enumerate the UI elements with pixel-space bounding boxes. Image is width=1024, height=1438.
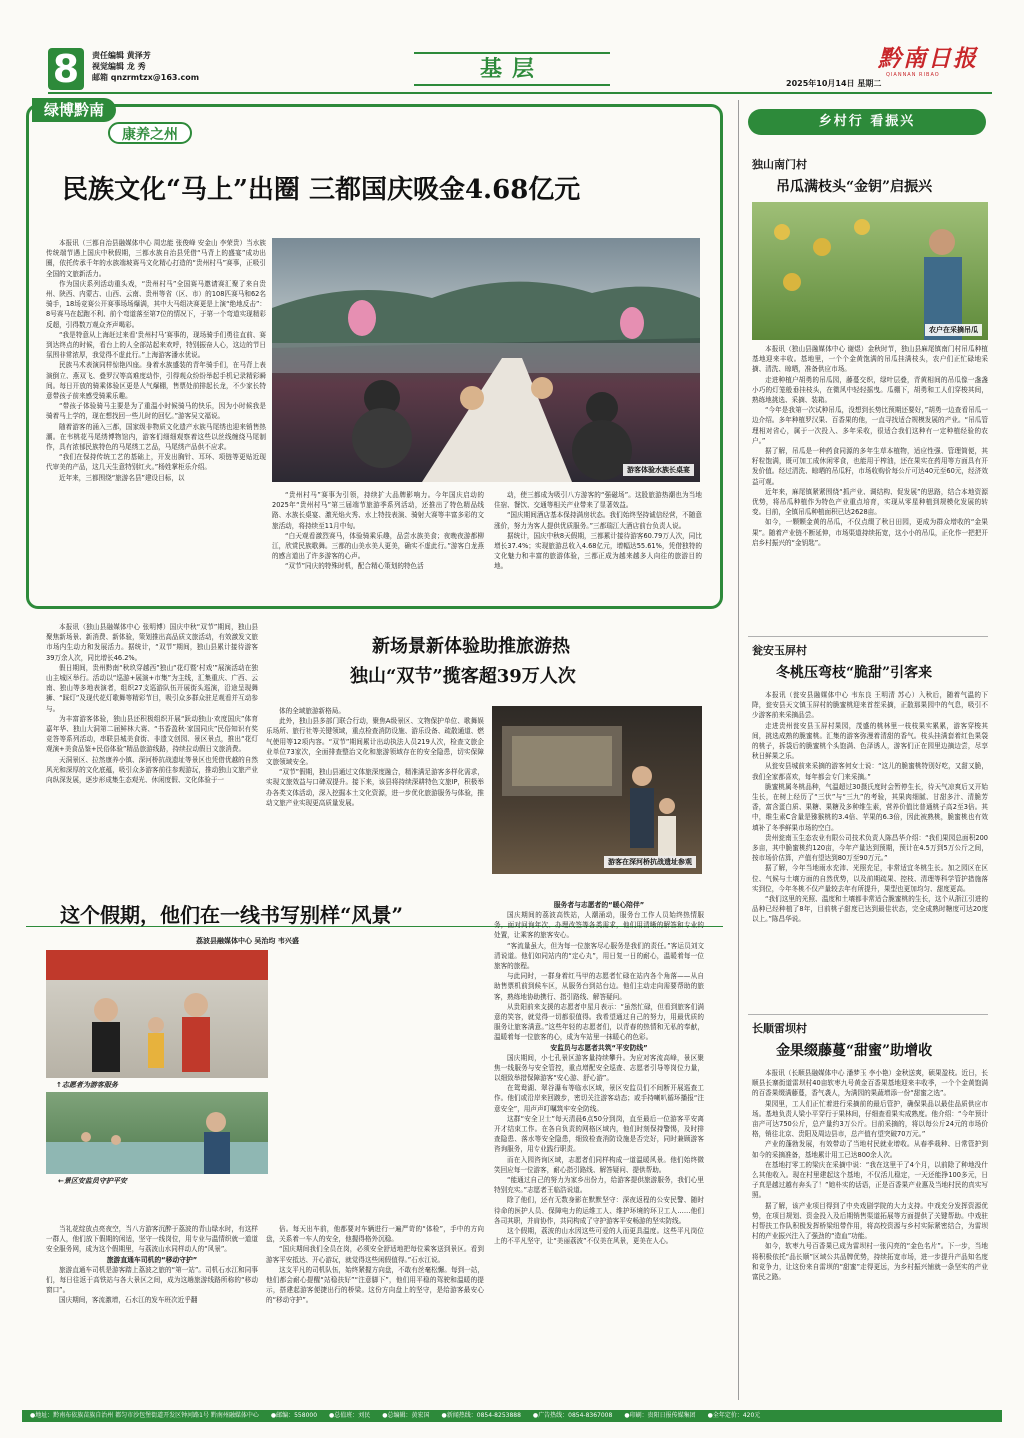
footer-chief-editor: ●总编辑：黄宏国 xyxy=(382,1412,430,1419)
paragraph: 假日期间，贵州黔南“秋玖穿越西”独山“花灯暨‘村戏’”展演活动在独山主城区举行。活动以“巡游+展演+市集”为主线，汇集重庆、广西、云南、独山等多地表演者，组织27支巡游队伍开展街头巡演，沿途呈现舞狮、“踩灯”及现代花灯歌舞等精彩节目，吸引众多群众驻足观看并互动参与。 xyxy=(46,663,258,713)
paragraph: 从瓮安县城前来采摘的游客何女士说：“这儿的脆蜜桃特别好吃，又甜又脆，我们全家都喜欢，每年都会专门来采摘。” xyxy=(752,762,988,781)
footer-bar xyxy=(22,1410,1002,1422)
paragraph: “客流量虽大，但为每一位旅客尽心服务是我们的责任。”客运员刘文清说道。他们如同站内的“定心丸”，用日复一日的耐心，温暖着每一位旅客的旅程。 xyxy=(494,941,704,971)
article2-col2 xyxy=(266,706,484,916)
article1-col1 xyxy=(46,238,266,602)
paragraph: 据了解，今年当地雨水充沛、光照充足，非常适宜冬桃生长。加之园区在区位、气候与土壤方面的自然优势，以及前期疏果、控枝、清理等科学管护措施落实到位，今年冬桃不仅产量较去年有所提升，果型也更加均匀、甜度更高。 xyxy=(752,864,988,893)
paragraph: 据了解，该产业项目得到了中央戏剧学院的大力支持。中戏充分发挥资源优势，在项目规划、资金投入及后期销售渠道拓展等方面提供了关键帮助。中戏驻村帮扶工作队积极发挥桥梁纽带作用，将高校资源与乡村实际紧密结合，为雷坝村的产业振兴注入了强劲的“造血”功能。 xyxy=(752,1201,988,1241)
paragraph: 民族马术表演同样惊艳四座。身着水族盛装的青年骑手们，在马背上表演倒立、燕双飞、叠罗汉等高难度动作，引得观众纷纷举起手机记录精彩瞬间。每日开放的骑乘体验区更是人气爆棚，售票处前排起长龙，不少家长特意带孩子前来感受骑乘乐趣。 xyxy=(46,361,266,401)
paragraph: 为丰富游客体验，独山县还积极组织开展“跃动独山·欢度国庆”体育嘉年华、独山大洞第二届鲜林大赛、“书香盈秋·家国同庆”民俗知识有奖竞答等系列活动，串联县城美食街、非遗文创园、景区景点，推出“花灯观演+美食品鉴+民俗体验”精品旅游线路，持续拉动假日文旅消费。 xyxy=(46,714,258,754)
subheading: 旅游直通车司机的“移动守护” xyxy=(106,1255,198,1264)
paragraph: “能通过自己的努力为家乡出份力，给游客提供旅游服务，我们心里特别充实。”志愿者王临浩说道。 xyxy=(494,1176,704,1195)
newspaper-logo: 黔南日报 xyxy=(878,45,978,72)
paragraph: “国庆期间我们全员在岗，必须安全舒适地把每位乘客送到景区。看到游客平安抵达、开心游玩，就觉得这些闲假值得。”石水江说。 xyxy=(266,1245,484,1264)
paragraph: 据统计，国庆中秋8天假期，三都累计接待游客60.79万人次，同比增长37.4%；实现旅游总收入4.68亿元，增幅达55.61%，凭借独特的文化魅力和丰富的旅游体验，三都正成为越来越多人向往的旅游目的地。 xyxy=(494,531,702,571)
article2-headline-2: 独山“双节”揽客超39万人次 xyxy=(350,666,576,687)
photo-caption: 农户在采摘吊瓜 xyxy=(925,324,982,336)
paragraph: 作为国庆系列活动重头戏，“贵州村马”全国赛马邀请赛汇聚了来自贵州、陕西、内蒙古、山西、云南、贵州等省（区、市）的108匹赛马和62名骑手，18场竞赛公开赛事场场爆满，其中大马组决赛更是上演“绝地反击”：8号赛马在起跑不利、前个弯道落至第7位的情况下，于第一个弯道实现精彩反超，引得数万观众齐声喝彩。 xyxy=(46,279,266,329)
museum-illustration xyxy=(492,706,702,874)
paragraph: 近年来，麻尾镇紧紧围绕“抓产业、调结构、促发展”的思路，结合本地资源优势，将吊瓜种植作为特色产业重点培育，实现从零星种植到规模化发展的转变。目前，全镇吊瓜种植面积已达2628亩。 xyxy=(752,487,988,517)
footer-price: ●全年定价：420元 xyxy=(707,1412,761,1419)
photo1-caption: ↑志愿者为游客服务 xyxy=(56,1081,118,1089)
paragraph: 本报讯（瓮安县融媒体中心 韦东良 王明清 苏心）入秋后，随着气温的下降，瓮安县天文镇玉屏村的脆蜜桃迎来首茬采摘，正散那果园中的气息，吸引不少游客前来采摘品尝。 xyxy=(752,691,988,720)
article3-col-c xyxy=(494,900,704,1400)
paragraph: 贵州瓮南玉生态农业有限公司技术负责人陈昌华介绍：“我们果园总面积200多亩，其中脆蜜桃约120亩，今年产量达到预期，预计在4.5万到5万公斤之间，按市场价估算，产值有望达到80万至90万元。” xyxy=(752,833,988,863)
subheading: 安监员与志愿者共筑“平安防线” xyxy=(550,1043,648,1052)
paragraph: “贵州村马”赛事为引领，持续扩大品牌影响力。今年国庆启动的2025年“贵州村马”第三届端节旅游季系列活动，还推出了特色精品线路、水族长桌宴、激光焰火秀、水上特技表演、骑射大赛等丰富多彩的文旅活动，将持续至11月中旬。 xyxy=(272,491,484,530)
paragraph: 除了他们，还有无数身影在默默坚守：深夜返程的公安民警、随时待命的医护人员、保障电力的运维工人、维护环境的环卫工人……他们各司其职，并肩协作，共同构成了守护游客平安畅游的坚实防线。 xyxy=(494,1196,704,1225)
footer-address: ●地址：黔南布依族苗族自治州 都匀市沙包堡街道开发区钟河路1号 黔南州融媒体中心 xyxy=(30,1412,259,1419)
section-title: 基层 xyxy=(414,52,610,86)
paragraph: 从贵阳前来支援的志愿者申星月表示：“虽然忙碌，但看到旅客们满意的笑容，就觉得一切都很值得。我希望通过自己的努力，用最优质的服务让旅客满意。”这些年轻的志愿者们，以青春的热情和无私的奉献，温暖着每一位旅客的心，成为车站里一抹暖心的色彩。 xyxy=(494,1002,704,1042)
footer-news-hotline: ●新闻热线：0854-8253888 xyxy=(441,1412,521,1419)
paragraph: 据了解，吊瓜是一种药食同源的多年生草本植物，适应性强、管理简便，其籽粒饱满，既可加工成休闲零食，也能用于榨油，还在果实在药用等方面具有开发价值。经过清洗、晾晒的吊瓜籽，市场收购价每公斤可达40元至60元，经济效益可观。 xyxy=(752,447,988,486)
photo-museum-visit xyxy=(492,706,702,874)
column-subtag: 康养之州 xyxy=(108,122,192,144)
footer-postcode: ●邮编：558000 xyxy=(270,1412,318,1419)
photo-volunteers xyxy=(46,950,268,1078)
volunteers-illustration xyxy=(46,950,268,1078)
paragraph: 本报讯（独山县融媒体中心 张明博）国庆中秋“双节”期间，独山县聚焦新场景、新消费、新体验，策划推出高品质文旅活动，有效激发文旅市场内生动力和发展活力。据统计，“双节”期间，独山县累计接待游客39万余人次，同比增长46.2%。 xyxy=(46,623,258,662)
story2-title: 冬桃压弯枝“脆甜”引客来 xyxy=(776,665,933,681)
paragraph: 天洞景区、拉然康养小镇、深河桥抗战遗址等景区也凭借优越的自然风光和深厚的文化底蕴，吸引众多游客前往参观游玩，推动独山文旅产业向纵深发展，逐步形成集生态观光、休闲度假、文化体验于一 xyxy=(46,755,258,785)
photo2-caption: ←景区安监员守护平安 xyxy=(58,1177,127,1185)
paragraph: 本报讯（三都自治县融媒体中心 周忠能 张俊峰 安金山 李荣贵）当水族传统端节遇上国庆中秋假期，三都水族自治县凭借“马背上的盛宴”成功出圈，依托传承千年的水族端坡赛马文化精心打造的“贵州村马”赛事，正吸引全国的文旅新活力。 xyxy=(46,239,266,278)
paragraph: 这群“安全卫士”每天清晨6点50分到岗，直至最后一位游客平安离开才结束工作。在各自负责的网格区域内，他们时刻保持警惕，及时排查隐患、落水等安全隐患，细致检查消防设施是否完好，同时兼顾游客咨询服务，用专业践行职责。 xyxy=(494,1114,704,1154)
paragraph: “带孩子体验骑马主要是为了重温小时候骑马的快乐，因为小时候我是骑着马上学的，现在想找回一些儿时的回忆。”游客吴文福说。 xyxy=(46,402,266,421)
paragraph: 国庆期间，客流激增，石水江的发车班次近乎翻 xyxy=(59,1296,198,1305)
paragraph: 在鸳鸯湖、翠谷瀑布等临水区域，景区安监员们不间断开展巡查工作。他们或沿岸来回踱步，密切关注游客动态；或手持喇叭循环播报“注意安全”，用声声叮嘱筑牢安全防线。 xyxy=(494,1084,704,1113)
paragraph: 随着游客的涌入三都，国家级非物质文化遗产水族马尾绣也迎来销售热潮。在韦桃花马尾绣博物馆内，游客们细细观察着这些以丝线缠绕马尾制作，具有浓郁民族特色的马尾绣工艺品，马尾绣产品供不应求。 xyxy=(46,422,266,452)
paragraph: “双节”同庆的特殊时机，配合精心策划的特色活 xyxy=(285,562,424,571)
story1-title: 吊瓜满枝头“金钥”启振兴 xyxy=(776,179,933,195)
photo-caption: 游客在深河桥抗战遗址参观 xyxy=(604,856,696,868)
gourd-illustration xyxy=(752,202,988,340)
footer-ad-hotline: ●广告热线：0854-8367008 xyxy=(532,1412,613,1419)
paragraph: 走进贵州瓮安县玉屏村果园，茂盛的桃林里一枝枝果实累累，游客穿梭其间，挑选成熟的脆蜜桃。汇集的游客弥漫着清甜的香气。枝头挂满套着红色果袋的桃子，拆袋后的脆蜜桃个头饱满、色泽诱人，游客们正在园里边摘边尝，尽享秋日鲜果之乐。 xyxy=(752,721,988,761)
paragraph: “国庆期间酒店基本保持满房状态。我们始终坚持诚信经营，不随意涨价，努力为客人提供优质服务。”三都瑞江大酒店前台负责人说。 xyxy=(494,511,702,530)
paragraph: 本报讯（长顺县融媒体中心 潘梦玉 李小艳）金秋送爽，硕果盈枝。近日，长顺县长寨街道雷坝村40亩软枣九号黄金百香果基地迎来丰收季，一个个金黄饱满的百香果缀满藤蔓，香气袭人，为满园的果蔬增添一份“甜蜜之选”。 xyxy=(752,1069,988,1098)
paragraph: 近年来，三都围绕“旅游名县”建设目标，以 xyxy=(59,473,185,482)
story1-village: 独山南门村 xyxy=(752,158,807,171)
editor-line: 责任编辑 黄泽芳 xyxy=(92,51,151,60)
article1-col3 xyxy=(494,490,702,602)
editors-block xyxy=(92,50,199,83)
guard-illustration xyxy=(46,1092,268,1174)
story-divider xyxy=(748,636,988,637)
paragraph: 本报讯（独山县融媒体中心 谢煜）金秋时节，独山县麻尾镇南门村吊瓜种植基地迎来丰收。基地里，一个个金黄饱满的吊瓜挂满枝头，农户们正忙碌地采摘、清洗、晾晒，准备供应市场。 xyxy=(752,345,988,374)
article2-col1 xyxy=(46,622,258,920)
photo-safety-guard xyxy=(46,1092,268,1174)
subheading: 服务者与志愿者的“暖心陪伴” xyxy=(553,901,645,909)
story3-body xyxy=(752,1068,988,1402)
paragraph: 与此同时，一群身着红马甲的志愿者忙碌在站内各个角落——从自助售票机前到候车区，从服务台到站台边。他们主动走向需要帮助的旅客，熟练地协助携行、指引路线、解答疑问。 xyxy=(494,972,704,1001)
paragraph: “我们在保持传统工艺的基础上，开发出胸针、耳环、项链等更贴近现代审美的产品，这几天生意特别红火。”杨姓掌柜乐介绍。 xyxy=(46,453,266,472)
story3-village: 长顺雷坝村 xyxy=(752,1022,807,1035)
paragraph: 如今，软枣九号百香果已成为雷坝村一张闪亮的“金色名片”。下一步，当地将积极依托“品长顺”区域公共品牌优势，持续拓宽市场，进一步提升产品知名度和竞争力，让这份来自雷坝的“甜蜜”走得更远，为乡村振兴铺就一条坚实的产业富民之路。 xyxy=(752,1242,988,1282)
article3-col-a xyxy=(46,1224,258,1400)
paragraph: 果园里，工人们正忙着进行采摘前的最后管护，确保果品以最佳品质供应市场。基地负责人梁小平穿行于果林间，仔细查看果实成熟度。他介绍：“今年预计亩产可达750公斤，总产量约3万公斤。目前采摘的，将以每公斤24元的市场价格，销往北京、贵阳及周边县市，总产值有望突破70万元。” xyxy=(752,1099,988,1139)
story3-title: 金果缀藤蔓“甜蜜”助增收 xyxy=(776,1043,933,1059)
paragraph: 这支平凡的司机队伍，始终紧握方向盘，不敢有丝毫松懈。每到一站，他们都会耐心提醒“站稳扶好”“注意脚下”，他们用平稳的驾驶和温暖的提示，搭建起游客便捷出行的桥梁。这份方向盘上的坚守，是给游客最安心的“移动守护”。 xyxy=(266,1265,484,1305)
page-number: 8 xyxy=(48,48,84,90)
paragraph: 国庆期间，小七孔景区游客量持续攀升。为应对客流高峰，景区聚焦一线服务与安全管控，重点增配安全巡查、志愿者引导等岗位力量，以细致举措保障游客“安心游、舒心游”。 xyxy=(494,1053,704,1083)
photo-gourd-harvest xyxy=(752,202,988,340)
story-divider xyxy=(748,1014,988,1015)
paragraph: 而在入园咨询区域，志愿者们同样构成一道温暖风景。他们始终微笑回应每一位游客，耐心指引路线、解答疑问、提供帮助。 xyxy=(494,1155,704,1174)
paragraph: “双节”假期，独山县通过文体旅深度融合，精准满足游客多样化需求，实现文旅效益与口碑双提升。接下来，该县将持续深耕特色文旅IP，积极举办各类文体活动，深入挖掘本土文化资源，进一步优化旅游服务与体验，推动文旅产业实现更高质量发展。 xyxy=(266,768,484,807)
story2-village: 瓮安玉屏村 xyxy=(752,644,807,657)
article3-col-b xyxy=(266,1224,484,1400)
article1-col2 xyxy=(272,490,484,602)
paragraph: 国庆期间的荔波高铁站，人潮涌动，服务台工作人员始终热情服务，面对问询年次、办理改签等各类需求，他们用清晰的解答和专业的处置，让乘客的旅客安心。 xyxy=(494,911,704,940)
column-divider xyxy=(738,100,739,1400)
paragraph: 倍。每天出车前，他都要对车辆进行一遍严苛的“体检”，手中的方向盘，关系着一车人的安全，他握得格外沉稳。 xyxy=(266,1225,484,1244)
footer-printer: ●印刷：贵阳日报传媒集团 xyxy=(624,1412,696,1419)
paragraph: 动，使三都成为吸引八方游客的“强磁场”。这股旅游热潮也为当地住宿、餐饮、交通等相关产业带来了显著效益。 xyxy=(494,491,702,510)
photo-long-table-banquet xyxy=(272,238,700,482)
paragraph: 这个假期，荔波的山水因这些可爱的人而更具温度。这些平凡岗位上的不平凡坚守，让“美丽荔波”不仅美在风景，更美在人心。 xyxy=(494,1227,704,1246)
photo-caption: 游客体验水族长桌宴 xyxy=(623,464,694,476)
story1-body xyxy=(752,344,988,640)
paragraph: 产业的蓬勃发展，有效带动了当地村民就业增收。从春季栽种、日常管护到如今的采摘准备，基地累计用工已达800余人次。 xyxy=(752,1140,988,1159)
paragraph: “我们这里的光照、温度和土壤都非常适合脆蜜桃的生长，这个从浙江引进的品种已经种植了8年，目前桃子甜度已达到最佳状态，完全成熟时糖度可达20度以上。”陈昌华说。 xyxy=(752,895,988,924)
paragraph: “我是特意从上海赶过来看‘贵州村马’赛事的，现场骑手们勇往直前、赛到达终点的时候，看台上的人全部站起来欢呼，特别振奋人心，这边的节日氛围非常浓厚，我觉得不虚此行。”上海游客潘水优说。 xyxy=(46,330,266,360)
paragraph: 此外，独山县多部门联合行动，聚焦A级景区、文物保护单位、歌舞娱乐场所、旅行社等关键领域，重点检查消防设施、游乐设备、疏散通道、燃气使用等12项内容。“双节”期间累计出动执法人员219人次，检查文旅企业单位73家次，全面排查整治文化和旅游领域存在的安全隐患，切实保障文旅领域安全。 xyxy=(266,717,484,767)
paragraph: “今年是我第一次试种吊瓜，没想到长势比预期还要好，”胡勇一边查看吊瓜一边介绍。多年种植罗汉果、百香果的他，一直寻找适合规模发展的产业。“吊瓜管理相对省心，属于一次投入、多年采收，很适合我们这种有一定种植经验的农户。” xyxy=(752,406,988,445)
paragraph: 脆蜜桃属冬桃品种，气温超过30摄氏度时会暂停生长，待天气凉爽后又开始生长，在树上经历了“三伏”与“三九”的考验，其果肉细腻、甘甜多汁、清脆芳香，富含蛋白质、果糖、果糖及多种维生素，营养价值比普通桃子高2至3倍。其中，维生素C含量是猕猴桃的3.4倍、苹果的6.3倍，因此被熟桃，脆蜜桃也有效填补了冬季鲜果市场的空白。 xyxy=(752,782,988,832)
paragraph: 旅游直通车司机是游客踏上荔波之旅的“第一站”。司机石水江和同事们，每日往返于高铁站与各大景区之间，成为这趟旅游线路所称的“移动窗口”。 xyxy=(46,1265,258,1295)
column-tag: 绿博黔南 xyxy=(32,98,116,122)
paragraph: 当礼花绽放点亮夜空，当八方游客沉醉于荔波的青山绿水时，有这样一群人，他们放下假期的闲适，坚守一线岗位，用专业与温情织就一道道安全服务网，成为这个假期里，与荔波山水同样动人的“风景”。 xyxy=(46,1225,258,1254)
editor-line: 视觉编辑 龙 秀 xyxy=(92,62,146,71)
article2-headline-1: 新场景新体验助推旅游热 xyxy=(372,636,570,657)
paragraph: “白天观看激烈赛马，体验骑乘乐趣，品尝水族美食；夜晚夜游都柳江，欣赏民族歌舞。三都的山美水美人更美，确实不虚此行。”游客白龙燕的感言道出了许多游客的心声。 xyxy=(272,531,484,561)
header-rule xyxy=(48,92,992,94)
article3-headline: 这个假期，他们在一线书写别样“风景” xyxy=(60,903,404,927)
paragraph: 如今，一颗颗金黄的吊瓜，不仅点缀了秋日田园，更成为群众增收的“金果果”。随着产业链不断延伸，市场渠道持续拓宽，这小小的吊瓜，正化作一把把开启乡村振兴的“金钥匙”。 xyxy=(752,518,988,547)
editor-email: 邮箱 qnzrmtzx@163.com xyxy=(92,73,200,82)
newspaper-logo-sub: QIANNAN RIBAO xyxy=(886,72,940,78)
paragraph: 体的全域旅游新格局。 xyxy=(279,707,345,715)
article3-byline: 荔波县融媒体中心 吴治均 韦兴盛 xyxy=(196,937,299,945)
paragraph: 走进种植户胡勇的吊瓜园，藤蔓交织，绿叶层叠，青黄相间的吊瓜像一盏盏小巧的灯笼般垂挂枝头，在微风中轻轻摇曳。瓜棚下，胡勇和工人们穿梭其间，熟练地挑选、采摘、装箱。 xyxy=(752,375,988,405)
story2-body xyxy=(752,690,988,1002)
banquet-illustration xyxy=(272,238,700,482)
footer-duty: ●总值班：刘民 xyxy=(329,1412,371,1419)
article1-headline: 民族文化“马上”出圈 三都国庆吸金4.68亿元 xyxy=(62,175,581,205)
paragraph: 在基地打零工的梁庆在采摘中说：“我在这里干了4个月，以前除了种地没什么其他收入。现在村里建起这个基地，不仅活儿稳定，一天还能挣100多元，日子真是越过越有奔头了！”她朴实的话语，正是百香果产业惠及当地村民的真实写照。 xyxy=(752,1160,988,1200)
right-column-banner: 乡村行 看振兴 xyxy=(748,109,986,135)
issue-date: 2025年10月14日 星期二 xyxy=(786,79,882,88)
